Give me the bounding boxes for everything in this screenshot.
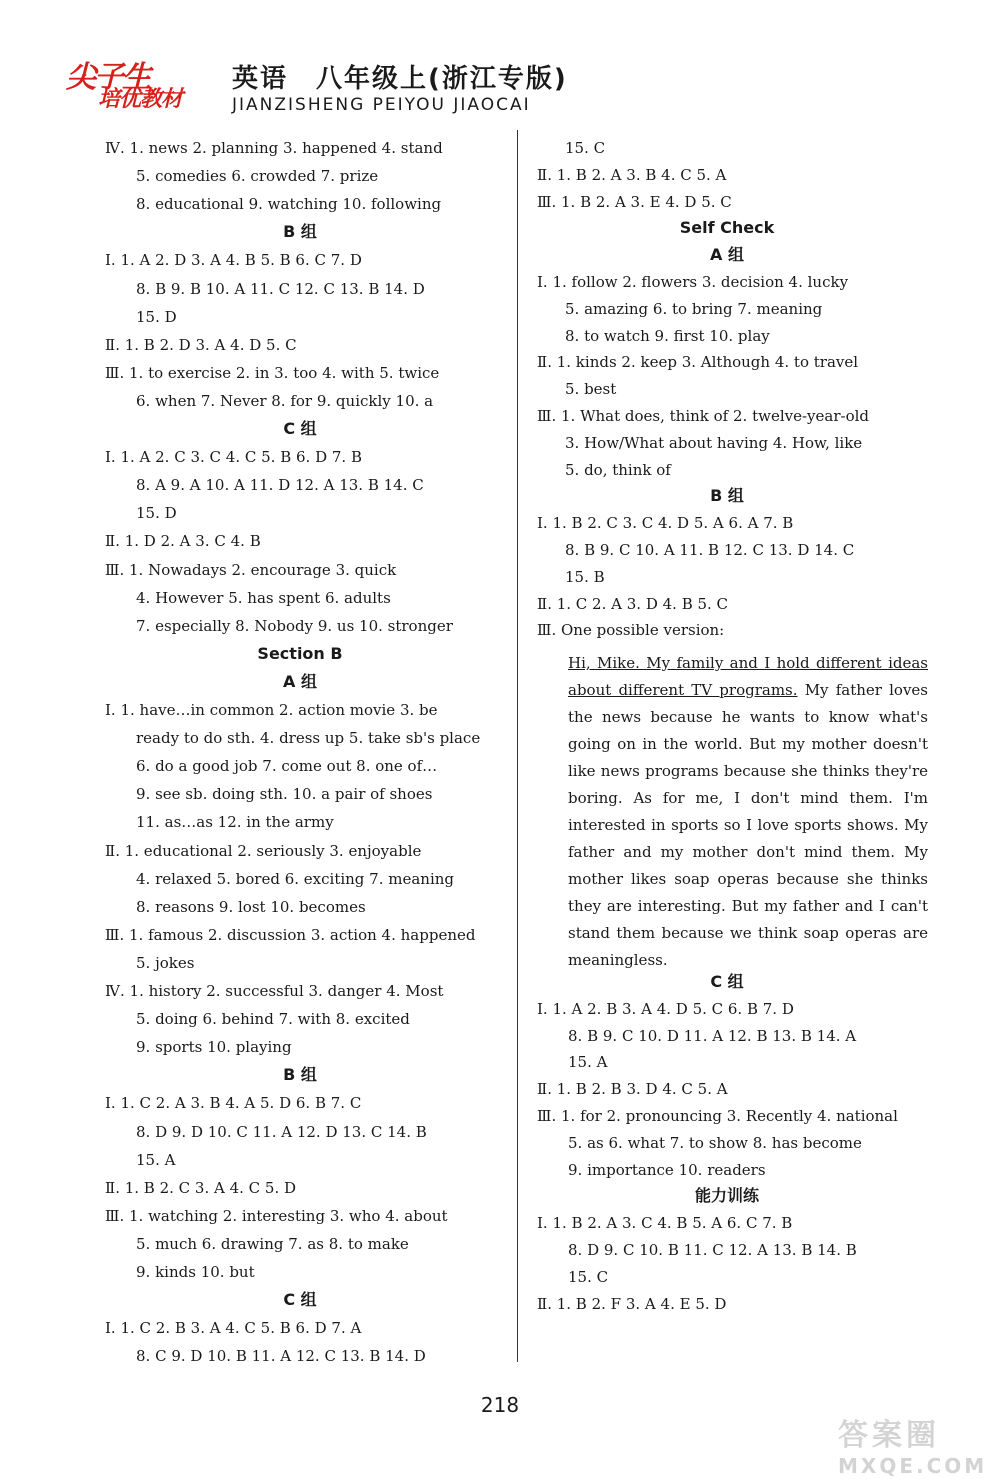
answer-line: 4. relaxed 5. bored 6. exciting 7. meaning (136, 869, 455, 888)
section-heading: Self Check (679, 218, 775, 238)
answer-line: Ⅱ. 1. D 2. A 3. C 4. B (105, 532, 261, 551)
section-heading: B 组 (710, 486, 744, 506)
answer-line: 3. How/What about having 4. How, like (565, 433, 863, 452)
answer-line: Ⅱ. 1. B 2. B 3. D 4. C 5. A (537, 1080, 728, 1099)
answer-line: 8. B 9. C 10. A 11. B 12. C 13. D 14. C (565, 541, 855, 559)
answer-line: 6. when 7. Never 8. for 9. quickly 10. a (136, 391, 434, 410)
answer-line: Ⅰ. 1. A 2. D 3. A 4. B 5. B 6. C 7. D (105, 251, 362, 270)
answer-line: Ⅲ. 1. What does, think of 2. twelve-year-old (537, 407, 869, 425)
answer-line: Ⅱ. 1. B 2. D 3. A 4. D 5. C (105, 335, 297, 354)
answer-line: 8. D 9. D 10. C 11. A 12. D 13. C 14. B (136, 1122, 427, 1141)
answer-line: 15. A (568, 1053, 608, 1072)
section-heading: C 组 (710, 972, 744, 991)
answer-line: 5. jokes (136, 953, 195, 972)
answer-line: Ⅰ. 1. B 2. A 3. C 4. B 5. A 6. C 7. B (537, 1214, 793, 1233)
essay-rest: My father loves the news because he wants to know what's going on in the world. But my mother doesn't like news programs because she thinks they're boring. As for me, I don't mind them. I'm interested in sports so I love sports shows. My father and my mother don't mind them. My mother likes soap operas because she thinks they are interesting. But my father and I can't stand them because we think soap operas are meaningless. (568, 681, 928, 969)
answer-line: Ⅰ. 1. C 2. B 3. A 4. C 5. B 6. D 7. A (105, 1319, 362, 1338)
answer-line: Ⅰ. 1. A 2. B 3. A 4. D 5. C 6. B 7. D (537, 999, 794, 1018)
answer-line: Ⅱ. 1. C 2. A 3. D 4. B 5. C (537, 594, 729, 613)
answer-line: 8. B 9. C 10. D 11. A 12. B 13. B 14. A (568, 1026, 857, 1045)
answer-line: 9. kinds 10. but (136, 1263, 255, 1281)
answer-line: Ⅱ. 1. B 2. F 3. A 4. E 5. D (537, 1294, 727, 1313)
answer-line: 8. B 9. B 10. A 11. C 12. C 13. B 14. D (136, 279, 425, 298)
answer-line: 8. C 9. D 10. B 11. A 12. C 13. B 14. D (136, 1347, 426, 1366)
answer-line: 7. especially 8. Nobody 9. us 10. stronger (136, 616, 453, 635)
answer-line: 5. amazing 6. to bring 7. meaning (565, 299, 823, 318)
answer-line: 15. C (565, 139, 606, 157)
answer-line: Ⅲ. 1. for 2. pronouncing 3. Recently 4. national (537, 1107, 898, 1125)
answer-line: 4. However 5. has spent 6. adults (136, 588, 391, 607)
answer-line: Ⅲ. 1. B 2. A 3. E 4. D 5. C (537, 192, 732, 211)
answer-line: Ⅲ. 1. famous 2. discussion 3. action 4. happened (105, 925, 476, 944)
answer-line: 5. doing 6. behind 7. with 8. excited (136, 1010, 410, 1029)
answer-line: 15. C (568, 1267, 609, 1286)
section-heading: Section B (257, 643, 343, 663)
answer-line: 5. as 6. what 7. to show 8. has become (568, 1133, 862, 1152)
essay-answer (568, 650, 928, 974)
answer-line: Ⅰ. 1. follow 2. flowers 3. decision 4. lucky (537, 273, 849, 291)
section-heading: B 组 (283, 222, 317, 242)
answer-line: Ⅳ. 1. history 2. successful 3. danger 4. Most (105, 982, 444, 1000)
answer-line: Ⅱ. 1. educational 2. seriously 3. enjoyable (105, 841, 422, 860)
watermark (838, 1410, 988, 1478)
answer-line: 8. A 9. A 10. A 11. D 12. A 13. B 14. C (136, 476, 424, 495)
answer-line: 8. educational 9. watching 10. following (136, 195, 442, 214)
answer-line: 8. reasons 9. lost 10. becomes (136, 897, 366, 916)
watermark-line1: 答案圈 (838, 1418, 940, 1453)
logo-line2: 培优教材 (98, 87, 183, 112)
answer-line: Ⅱ. 1. kinds 2. keep 3. Although 4. to travel (537, 353, 859, 372)
answer-line: Ⅰ. 1. have…in common 2. action movie 3. be (105, 701, 438, 719)
answer-line: Ⅰ. 1. B 2. C 3. C 4. D 5. A 6. A 7. B (537, 514, 794, 533)
logo (60, 52, 220, 114)
page-subtitle: JIANZISHENG PEIYOU JIAOCAI (232, 95, 531, 115)
logo-line1: 尖子生 (66, 60, 150, 95)
answer-line: Ⅰ. 1. C 2. A 3. B 4. A 5. D 6. B 7. C (105, 1094, 362, 1113)
answer-line: 9. see sb. doing sth. 10. a pair of shoes (136, 785, 433, 804)
answer-line: Ⅱ. 1. B 2. C 3. A 4. C 5. D (105, 1178, 297, 1197)
answer-line: 8. D 9. C 10. B 11. C 12. A 13. B 14. B (568, 1241, 857, 1259)
section-heading: B 组 (283, 1065, 317, 1085)
answer-line: 5. comedies 6. crowded 7. prize (136, 167, 379, 186)
section-heading: C 组 (283, 1290, 317, 1310)
answer-line: 15. D (136, 307, 177, 326)
essay-underlined: Hi, Mike. My family and I hold different ideas about different TV programs. (568, 654, 928, 699)
section-heading: 能力训练 (694, 1186, 760, 1206)
answer-line: 15. A (136, 1150, 176, 1169)
answer-line: Ⅲ. 1. watching 2. interesting 3. who 4. about (105, 1206, 448, 1225)
answer-line: 8. to watch 9. first 10. play (565, 326, 770, 345)
answer-line: ready to do sth. 4. dress up 5. take sb's place (136, 729, 481, 748)
page-title: 英语 八年级上(浙江专版) (232, 64, 568, 94)
answer-line: 5. much 6. drawing 7. as 8. to make (136, 1234, 409, 1253)
answer-line: Ⅲ. One possible version: (537, 621, 725, 640)
section-heading: A 组 (283, 671, 317, 691)
answer-line: Ⅲ. 1. Nowadays 2. encourage 3. quick (105, 560, 397, 579)
page-number: 218 (480, 1393, 520, 1417)
answer-line: 15. D (136, 504, 177, 523)
column-divider (517, 130, 518, 1362)
answer-line: 5. best (565, 380, 617, 399)
section-heading: C 组 (283, 419, 317, 438)
answer-line: Ⅳ. 1. news 2. planning 3. happened 4. stand (105, 139, 443, 157)
answer-line: 5. do, think of (565, 460, 671, 479)
answer-line: 11. as…as 12. in the army (136, 813, 334, 832)
answer-line: 9. sports 10. playing (136, 1038, 292, 1057)
section-heading: A 组 (710, 245, 744, 265)
answer-line: Ⅱ. 1. B 2. A 3. B 4. C 5. A (537, 165, 727, 184)
answer-line: 15. B (565, 567, 605, 586)
answer-line: Ⅲ. 1. to exercise 2. in 3. too 4. with 5. twice (105, 363, 440, 382)
answer-line: Ⅰ. 1. A 2. C 3. C 4. C 5. B 6. D 7. B (105, 448, 362, 467)
watermark-line2: MXQE.COM (838, 1454, 988, 1478)
answer-line: 6. do a good job 7. come out 8. one of… (136, 757, 438, 776)
answer-line: 9. importance 10. readers (568, 1160, 766, 1179)
